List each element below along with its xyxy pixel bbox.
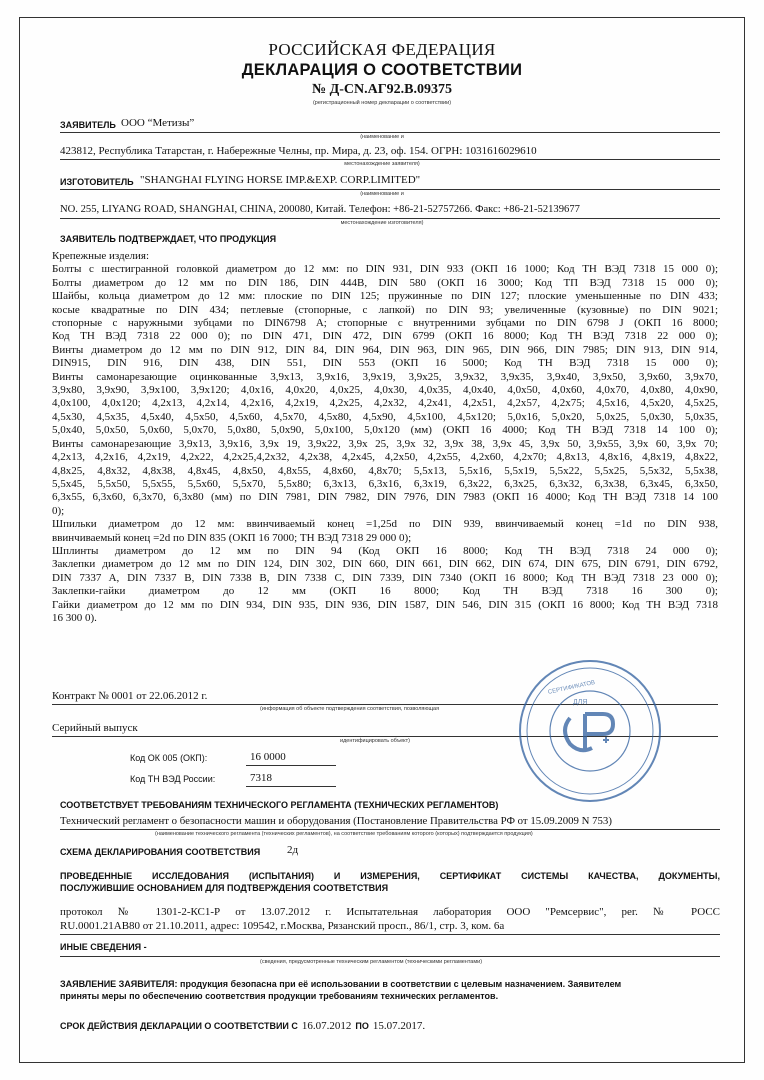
manufacturer-address: NO. 255, LIYANG ROAD, SHANGHAI, CHINA, 200080, Китай. Телефон: +86-21-52757266. Факс: +86-21-52139677: [60, 204, 580, 215]
product-line: Шайбы, кольца диаметром до 12 мм: плоские по DIN 125; пружинные по DIN 127; плоские уменьшенные по DIN 433;: [52, 290, 718, 303]
svg-text:СЕРТИФИКАТОВ: СЕРТИФИКАТОВ: [547, 679, 596, 696]
manufacturer-label: ИЗГОТОВИТЕЛЬ: [60, 177, 134, 187]
product-line: 16 300 0).: [52, 611, 97, 624]
statement-block: [60, 978, 720, 1002]
product-line: 5,5х45, 5,5х50, 5,5х55, 5,5х60, 5,5х70, 5,5х80; 6,3х13, 6,3х16, 6,3х19, 6,3х22, 6,3х25, 6,3х32, 6,3х38, 6,3х45, 6,3х50,: [52, 477, 718, 490]
studies-label-2: ПОСЛУЖИВШИЕ ОСНОВАНИЕМ ДЛЯ ПОДТВЕРЖДЕНИЯ СООТВЕТСТВИЯ: [60, 883, 389, 893]
applicant-label: ЗАЯВИТЕЛЬ: [60, 120, 116, 130]
product-line: DIN915, DIN 916, DIN 438, DIN 551, DIN 553 (ОКП 16 5000; Код ТН ВЭД 7318 15 000 0);: [52, 357, 718, 370]
okp-label: Код ОК 005 (ОКП):: [130, 753, 208, 763]
conformity-underline: [60, 829, 720, 830]
tnved-value: 7318: [250, 772, 272, 784]
validity-label: СРОК ДЕЙСТВИЯ ДЕКЛАРАЦИИ О СООТВЕТСТВИИ С: [60, 1021, 298, 1031]
validity-to: 15.07.2017.: [372, 1020, 426, 1032]
product-description: [52, 250, 718, 625]
tnved-underline: [246, 786, 336, 787]
country-heading: РОССИЙСКАЯ ФЕДЕРАЦИЯ: [268, 40, 496, 59]
product-line: стопорные с наружными зубцами по DIN6798 A; стопорные с внутренними зубцами по DIN 6798 J (ОКП 16 8000;: [52, 317, 718, 330]
okp-value: 16 0000: [250, 751, 286, 763]
scheme-label: СХЕМА ДЕКЛАРИРОВАНИЯ СООТВЕТСТВИЯ: [60, 847, 261, 857]
statement-label: ЗАЯВЛЕНИЕ ЗАЯВИТЕЛЯ:: [60, 979, 178, 989]
studies-underline: [60, 934, 720, 935]
product-line: 3,9х80, 3,9х90, 3,9х100, 3,9х120; 4,0х16, 4,0х20, 4,0х25, 4,0х30, 4,0х35, 4,0х40, 4,0х50, 4,0х60, 4,0х70, 4,0х80, 4,0х90,: [52, 384, 718, 397]
product-line: 6,3х55, 6,3х60, 6,3х70, 6,3х80 (мм) по DIN 7981, DIN 7982, DIN 7976, DIN 7983 (ОКП 16 4000; Код ТН ВЭД 7318 14 100: [52, 491, 718, 504]
conformity-caption: (наименование технического регламента (технических регламентов), на соответствие требованиям которого (которых) подтверждается продукция): [155, 831, 533, 837]
studies-label-1: ПРОВЕДЕННЫЕ ИССЛЕДОВАНИЯ (ИСПЫТАНИЯ) И ИЗМЕРЕНИЯ, СЕРТИФИКАТ СИСТЕМЫ КАЧЕСТВА, ДОКУМЕНТЫ,: [60, 871, 720, 881]
product-line: Шплинты диаметром до 12 мм по DIN 94 (Код ОКП 16 8000; Код ТН ВЭД 7318 24 000 0);: [52, 544, 718, 557]
manufacturer-name-caption: (наименование и: [360, 191, 404, 197]
contract-line: Контракт № 0001 от 22.06.2012 г.: [52, 690, 208, 702]
manufacturer-address-line: [60, 218, 720, 219]
validity-from: 16.07.2012: [301, 1020, 352, 1032]
applicant-address-line: [60, 159, 720, 160]
product-label: ЗАЯВИТЕЛЬ ПОДТВЕРЖДАЕТ, ЧТО ПРОДУКЦИЯ: [60, 234, 277, 244]
product-line: Код ТН ВЭД 7318 22 000 0); по DIN 471, DIN 472, DIN 6799 (ОКП 16 8000; Код ТН ВЭД 7318 22 000 0);: [52, 330, 718, 343]
document-title: ДЕКЛАРАЦИЯ О СООТВЕТСТВИИ: [241, 61, 523, 79]
product-line: Шпильки диаметром до 12 мм: ввинчиваемый конец =1,25d по DIN 939, ввинчиваемый конец =1d по DIN 938,: [52, 518, 718, 531]
product-line: косые квадратные по DIN 434; петлевые (стопорные, с лапкой) по DIN 93; увеличенные (кузовные) по DIN 9021;: [52, 303, 718, 316]
manufacturer-address-caption: местонахождение изготовителя): [340, 220, 424, 226]
studies-line-2: RU.0001.21АВ80 от 21.10.2011, адрес: 109542, г.Москва, Рязанский просп., 86/1, стр. 3, ком. 6а: [60, 920, 505, 932]
applicant-name-line: [60, 132, 720, 133]
conformity-label: СООТВЕТСТВУЕТ ТРЕБОВАНИЯМ ТЕХНИЧЕСКОГО РЕГЛАМЕНТА (ТЕХНИЧЕСКИХ РЕГЛАМЕНТОВ): [60, 800, 499, 810]
manufacturer-name-line: [60, 189, 720, 190]
applicant-name: ООО “Метизы”: [121, 117, 195, 129]
product-line: 4,2х13, 4,2х16, 4,2х19, 4,2х22, 4,2х25,4,2х32, 4,2х38, 4,2х45, 4,2х50, 4,2х55, 4,2х60, 4,2х70; 4,8х13, 4,8х16, 4,8х19, 4,8х22,: [52, 451, 718, 464]
product-line: Болты диаметром до 12 мм по DIN 186, DIN 444B, DIN 580 (ОКП 16 3000; Код ТП ВЭД 7318 15 000 0);: [52, 276, 718, 289]
validity-block: [60, 1016, 425, 1034]
product-line: Гайки диаметром до 12 мм по DIN 934, DIN 935, DIN 936, DIN 1587, DIN 546, DIN 315 (ОКП 16 8000; Код ТН ВЭД 7318: [52, 598, 718, 611]
product-line: Винты самонарезающие 3,9х13, 3,9х16, 3,9х 19, 3,9х22, 3,9х 25, 3,9х 32, 3,9х 38, 3,9х 45, 3,9х 50, 3,9х55, 3,9х 60, 3,9х 70;: [52, 437, 718, 450]
product-line: Винты диаметром до 12 мм по DIN 912, DIN 84, DIN 964, DIN 963, DIN 965, DIN 966, DIN 7985; DIN 913, DIN 914,: [52, 343, 718, 356]
svg-text:ДЛЯ: ДЛЯ: [573, 699, 588, 706]
product-line: 4,0х100, 4,0х120; 4,2х13, 4,2х14, 4,2х16, 4,2х19, 4,2х25, 4,2х32, 4,2х41, 4,2х51, 4,2х57, 4,2х75; 4,5х16, 4,5х20, 4,5х25,: [52, 397, 718, 410]
product-line: Заклепки диаметром до 12 мм по DIN 124, DIN 302, DIN 660, DIN 661, DIN 662, DIN 674, DIN 675, DIN 6791, DIN 6792,: [52, 558, 718, 571]
series-line: Серийный выпуск: [52, 722, 138, 734]
contract-caption: (информация об объекте подтверждения соответствия, позволяющая: [260, 706, 440, 712]
product-line: 0);: [52, 504, 65, 517]
other-caption: (сведения, предусмотренные техническим регламентом (техническими регламентами): [260, 959, 483, 965]
product-line: Заклепки-гайки диаметром до 12 мм (ОКП 16 8000; Код ТН ВЭД 7318 16 300 0);: [52, 585, 718, 598]
other-underline: [60, 956, 720, 957]
product-line: DIN 7337 A, DIN 7337 B, DIN 7338 B, DIN 7338 C, DIN 7339, DIN 7340 (ОКП 16 8000; Код ТН ВЭД 7318 23 000 0);: [52, 571, 718, 584]
product-line: Болты с шестигранной головкой диаметром до 12 мм: по DIN 931, DIN 933 (ОКП 16 1000; Код ТН ВЭД 7318 15 000 0);: [52, 263, 718, 276]
okp-underline: [246, 765, 336, 766]
statement-text-2: приняты меры по обеспечению соответствия продукции требованиям технических регламентов.: [60, 991, 499, 1001]
applicant-name-caption: (наименование и: [360, 134, 404, 140]
conformity-value: Технический регламент о безопасности машин и оборудования (Постановление Правительства РФ от 15.09.2009 N 753): [60, 815, 612, 827]
product-line: 4,8х25, 4,8х32, 4,8х38, 4,8х45, 4,8х50, 4,8х55, 4,8х60, 4,8х70; 5,5х13, 5,5х16, 5,5х19, 5,5х22, 5,5х25, 5,5х32, 5,5х38,: [52, 464, 718, 477]
validity-to-label: ПО: [355, 1021, 369, 1031]
product-line: 4,5х30, 4,5х35, 4,5х40, 4,5х50, 4,5х60, 4,5х70, 4,5х80, 4,5х90, 4,5х100, 4,5х120; 5,0х16, 5,0х20, 5,0х25, 5,0х30, 5,0х35,: [52, 410, 718, 423]
applicant-address: 423812, Республика Татарстан, г. Набережные Челны, пр. Мира, д. 23, оф. 154. ОГРН: 1031616029610: [60, 145, 537, 157]
manufacturer-name: "SHANGHAI FLYING HORSE IMP.&EXP. CORP.LIMITED": [140, 174, 421, 186]
studies-line-1: протокол № 1301-2-КС1-Р от 13.07.2012 г. Испытательная лаборатория ООО "Ремсервис", рег. № РОСС: [60, 906, 720, 918]
product-line: 5,0х40, 5,0х50, 5,0х60, 5,0х70, 5,0х80, 5,0х90, 5,0х100, 5,0х120 (мм) (ОКП 16 4000; Код ТН ВЭД 7318 14 100 0);: [52, 424, 718, 437]
certification-stamp: [515, 656, 665, 806]
product-line: ввинчиваемый конец =2d по DIN 835 (ОКП 16 7000; ТН ВЭД 7318 29 000 0);: [52, 531, 412, 544]
scheme-value: 2д: [287, 844, 299, 856]
series-caption: идентифицировать объект): [340, 738, 410, 744]
tnved-label: Код ТН ВЭД России:: [130, 774, 216, 784]
statement-text-1: продукция безопасна при её использовании в соответствии с целевым назначением. Заявителем: [180, 979, 622, 989]
applicant-address-caption: местонахождение заявителя): [344, 161, 420, 167]
product-line: Винты самонарезающие оцинкованные 3,9х13, 3,9х16, 3,9х19, 3,9х25, 3,9х32, 3,9х35, 3,9х40, 3,9х50, 3,9х60, 3,9х70,: [52, 370, 718, 383]
other-label: ИНЫЕ СВЕДЕНИЯ -: [60, 942, 147, 952]
declaration-number: № Д-CN.АГ92.В.09375: [312, 82, 452, 97]
number-caption: (регистрационный номер декларации о соответствии): [312, 100, 452, 106]
product-line: Крепежные изделия:: [52, 250, 150, 262]
